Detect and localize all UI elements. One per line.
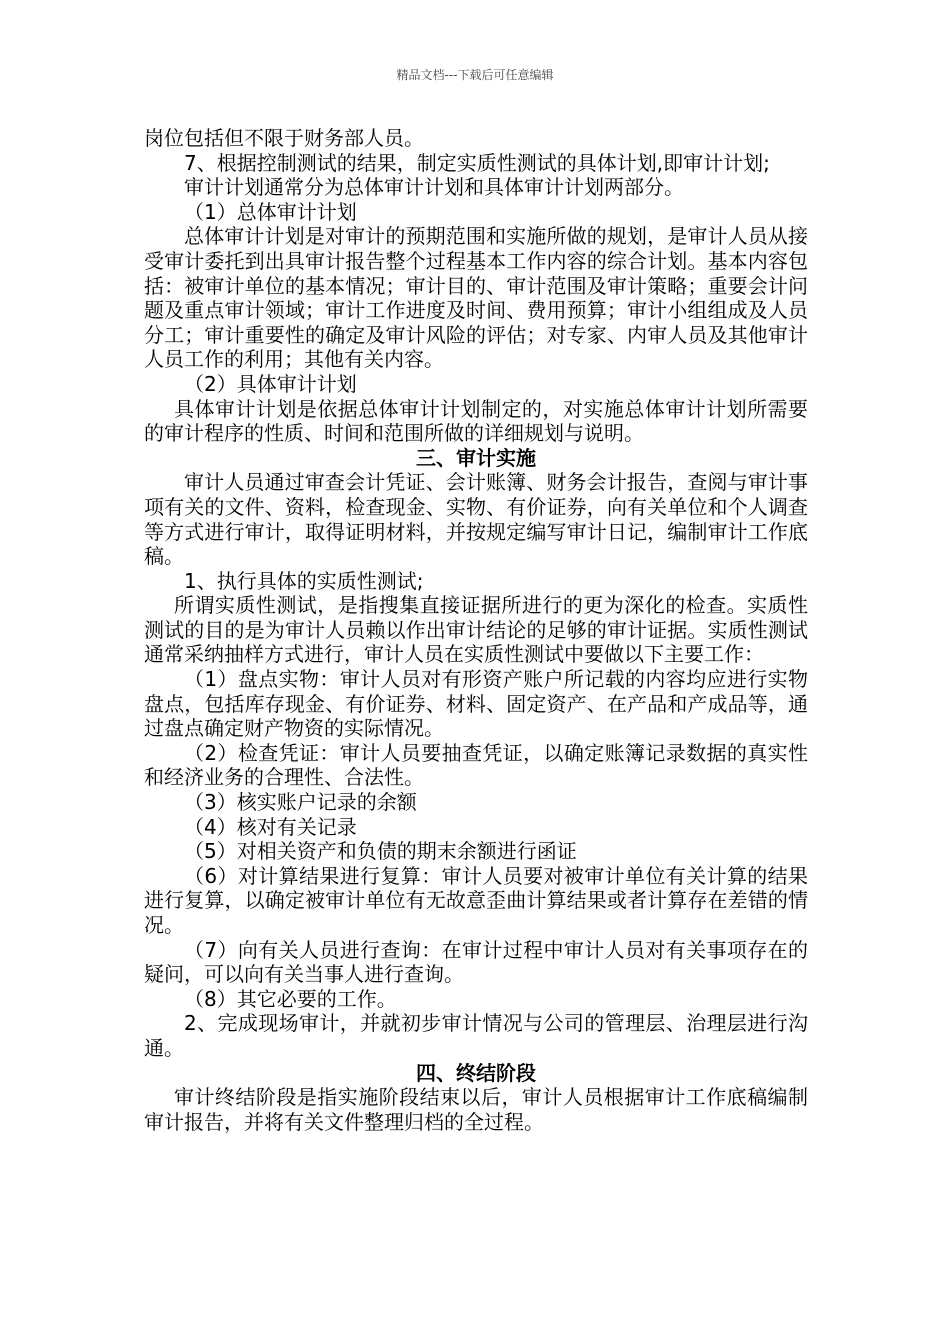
paragraph: 审计人员通过审查会计凭证、会计账簿、财务会计报告，查阅与审计事项有关的文件、资料，检查现金、实物、有价证券，向有关单位和个人调查等方式进行审计，取得证明材料，并按规定编写审计日记，编制审计工作底稿。 bbox=[144, 470, 808, 569]
section-heading: 三、审计实施 bbox=[416, 445, 536, 470]
subheading: （2）具体审计计划 bbox=[184, 371, 357, 396]
list-item: （6）对计算结果进行复算：审计人员要对被审计单位有关计算的结果进行复算，以确定被审计单位有无故意歪曲计算结果或者计算存在差错的情况。 bbox=[144, 863, 808, 937]
paragraph: 岗位包括但不限于财务部人员。 bbox=[144, 126, 424, 150]
subheading: （1）总体审计计划 bbox=[184, 199, 357, 224]
list-item: （4）核对有关记录 bbox=[184, 814, 357, 839]
list-item: （1）盘点实物：审计人员对有形资产账户所记载的内容均应进行实物盘点，包括库存现金、有价证券、材料、固定资产、在产品和产成品等，通过盘点确定财产物资的实际情况。 bbox=[144, 667, 808, 741]
list-item: （8）其它必要的工作。 bbox=[184, 986, 397, 1011]
paragraph: 总体审计计划是对审计的预期范围和实施所做的规划，是审计人员从接受审计委托到出具审计报告整个过程基本工作内容的综合计划。基本内容包括：被审计单位的基本情况；审计目的、审计范围及审计策略；重要会计问题及重点审计领域；审计工作进度及时间、费用预算；审计小组组成及人员分工；审计重要性的确定及审计风险的评估；对专家、内审人员及其他审计人员工作的利用；其他有关内容。 bbox=[144, 224, 808, 372]
paragraph: 2、完成现场审计，并就初步审计情况与公司的管理层、治理层进行沟通。 bbox=[144, 1011, 808, 1060]
paragraph: 审计计划通常分为总体审计计划和具体审计计划两部分。 bbox=[184, 175, 684, 200]
paragraph: 7、根据控制测试的结果，制定实质性测试的具体计划,即审计计划; bbox=[184, 150, 770, 175]
paragraph: 具体审计计划是依据总体审计计划制定的，对实施总体审计计划所需要的审计程序的性质、时间和范围所做的详细规划与说明。 bbox=[144, 396, 808, 446]
page-header: 精品文档---下载后可任意编辑 bbox=[396, 68, 554, 82]
paragraph: 1、执行具体的实质性测试; bbox=[184, 568, 424, 593]
list-item: （7）向有关人员进行查询：在审计过程中审计人员对有关事项存在的疑问，可以向有关当事人进行查询。 bbox=[144, 937, 808, 987]
paragraph: 所谓实质性测试，是指搜集直接证据所进行的更为深化的检查。实质性测试的目的是为审计人员赖以作出审计结论的足够的审计证据。实质性测试通常采纳抽样方式进行，审计人员在实质性测试中要做以下主要工作： bbox=[144, 593, 808, 667]
section-heading: 四、终结阶段 bbox=[416, 1060, 536, 1085]
document-body bbox=[144, 126, 808, 1134]
list-item: （5）对相关资产和负债的期末余额进行函证 bbox=[184, 839, 577, 864]
list-item: （2）检查凭证：审计人员要抽查凭证，以确定账簿记录数据的真实性和经济业务的合理性、合法性。 bbox=[144, 740, 808, 790]
paragraph: 审计终结阶段是指实施阶段结束以后，审计人员根据审计工作底稿编制审计报告，并将有关文件整理归档的全过程。 bbox=[144, 1085, 808, 1134]
list-item: （3）核实账户记录的余额 bbox=[184, 790, 417, 815]
